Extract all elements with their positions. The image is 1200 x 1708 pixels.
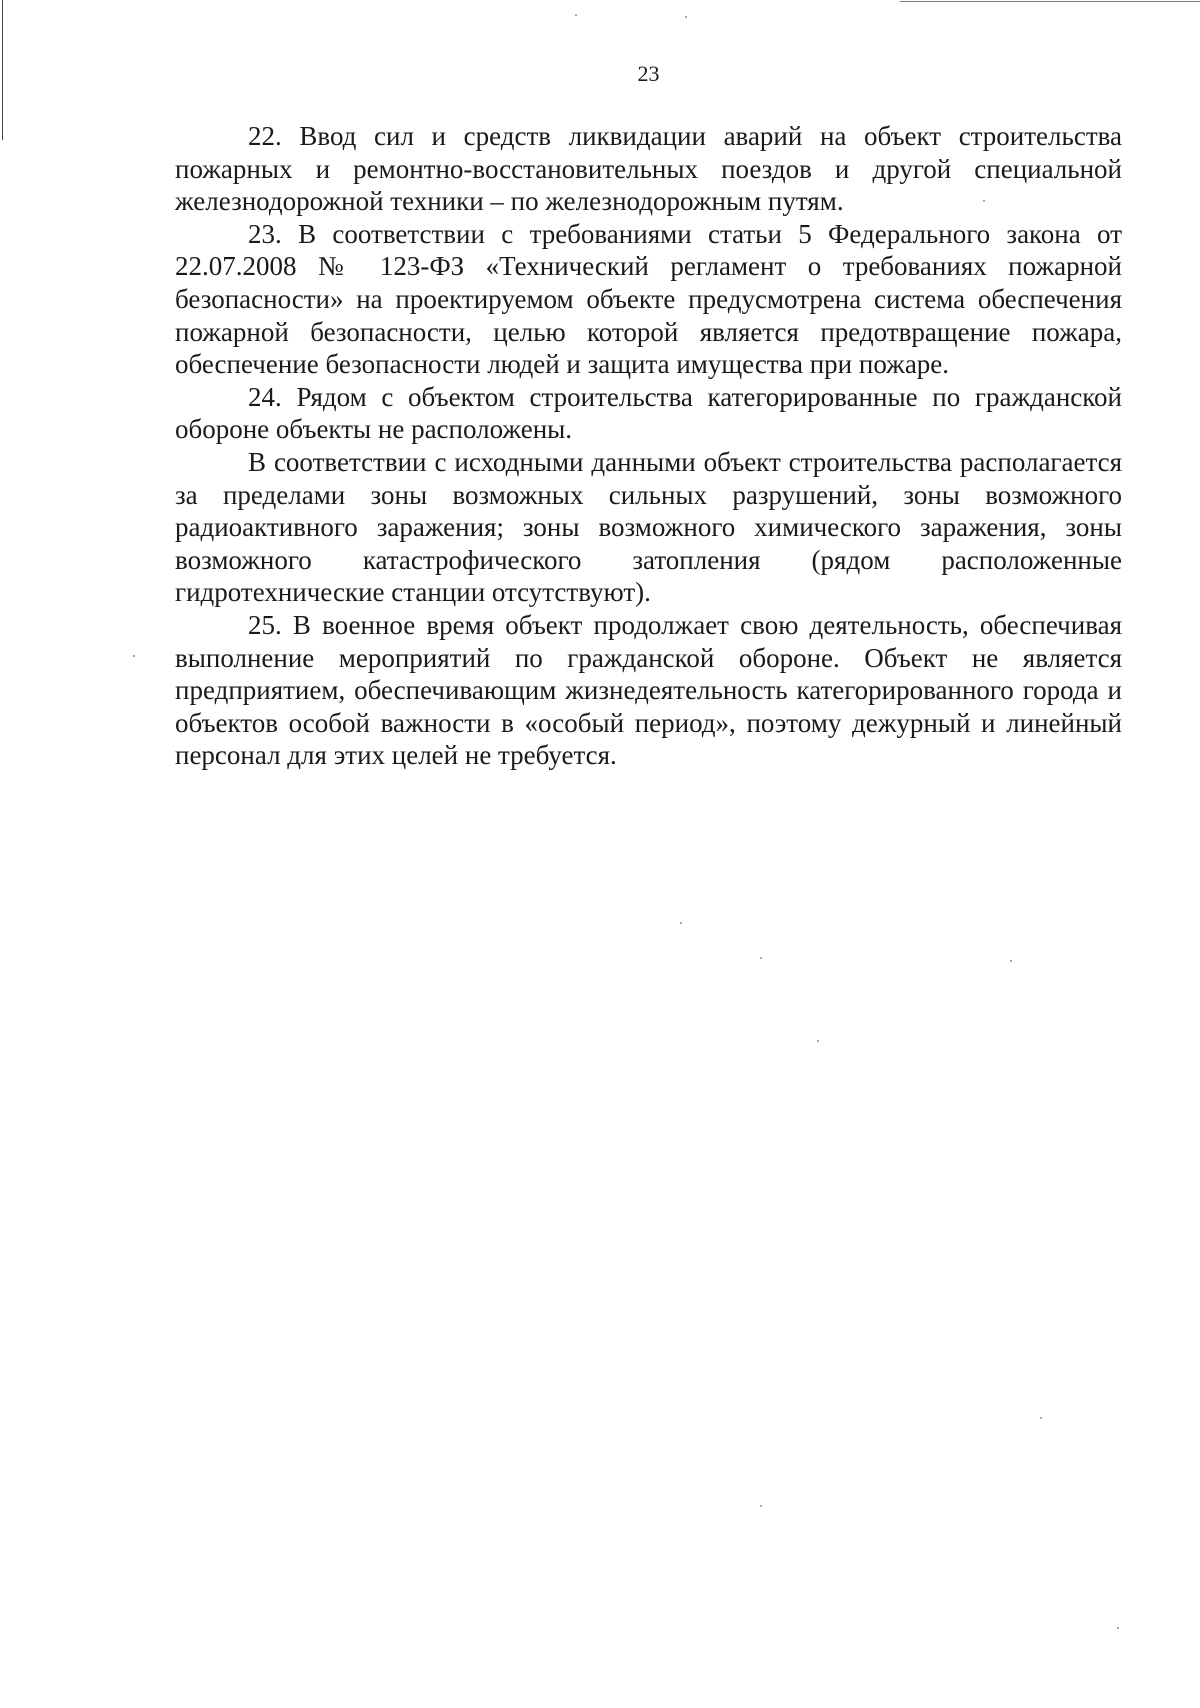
paragraph-24-continued: В соответствии с исходными данными объект строительства располагается за пределами зоны возможных сильных разрушений, зоны возможного радиоактивного заражения; зоны возможного химического заражения, зоны возможного катастрофического затопления (рядом расположенные гидротехнические станции отсутствуют).: [175, 446, 1122, 608]
scan-speck: [817, 1040, 819, 1042]
paragraph-25: 25. В военное время объект продолжает свою деятельность, обеспечивая выполнение мероприятий по гражданской обороне. Объект не является предприятием, обеспечивающим жизнедеятельность категорированного города и объектов особой важности в «особый период», поэтому дежурный и линейный персонал для этих целей не требуется.: [175, 609, 1122, 771]
scan-speck: [133, 655, 135, 657]
scan-speck: [685, 16, 687, 18]
page-number: 23: [637, 61, 660, 86]
scan-speck: [680, 922, 682, 924]
scan-speck: [760, 957, 762, 959]
paragraph-23: 23. В соответствии с требованиями статьи 5 Федерального закона от 22.07.2008 № 123-ФЗ «Технический регламент о требованиях пожарной безопасности» на проектируемом объекте предусмотрена система обеспечения пожарной безопасности, целью которой является предотвращение пожара, обеспечение безопасности людей и защита имущества при пожаре.: [175, 218, 1122, 380]
paragraph-24: 24. Рядом с объектом строительства категорированные по гражданской обороне объекты не расположены.: [175, 381, 1122, 445]
scan-speck: [1040, 1417, 1042, 1419]
scan-speck: [1117, 1627, 1119, 1629]
scan-speck: [1010, 960, 1012, 962]
scan-edge-top: [900, 1, 1200, 2]
document-body: [175, 120, 1122, 772]
scan-speck: [760, 1505, 762, 1507]
paragraph-22: 22. Ввод сил и средств ликвидации аварий на объект строительства пожарных и ремонтно-восстановительных поездов и другой специальной железнодорожной техники – по железнодорожным путям.: [175, 121, 1122, 217]
scan-speck: [575, 14, 577, 16]
